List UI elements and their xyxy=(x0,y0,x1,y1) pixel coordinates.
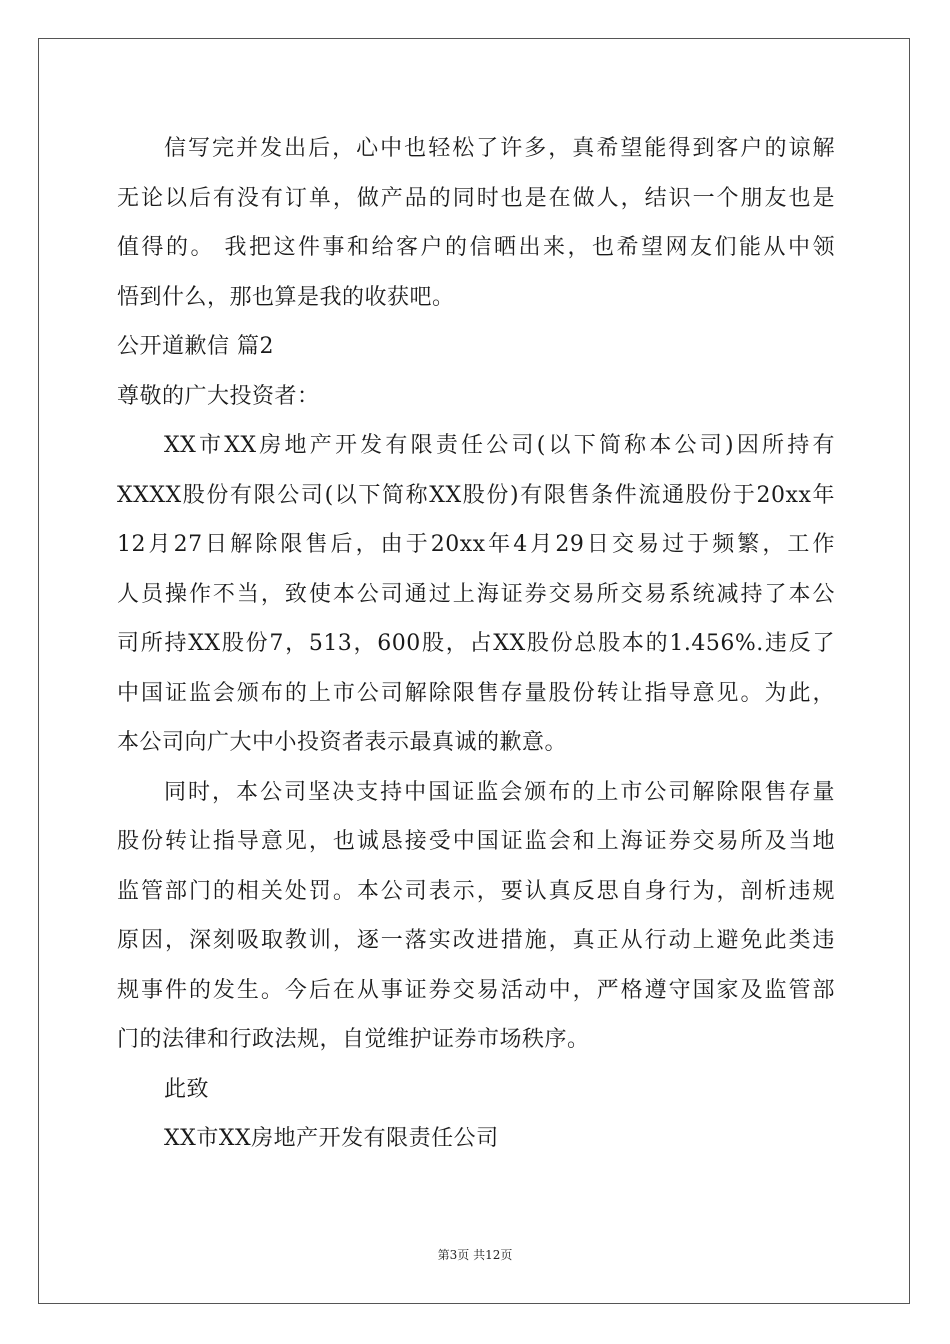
section-title: 公开道歉信 篇2 xyxy=(117,334,274,359)
text-line: 股份转让指导意见，也诚恳接受中国证监会和上海证券交易所及当地 xyxy=(117,829,835,854)
text-line: 门的法律和行政法规，自觉维护证券市场秩序。 xyxy=(117,1027,590,1052)
text-line: 监管部门的相关处罚。本公司表示，要认真反思自身行为，剖析违规 xyxy=(117,878,835,904)
text-line: 信写完并发出后，心中也轻松了许多，真希望能得到客户的谅解 xyxy=(164,136,835,161)
signature-text: XX市XX房地产开发有限责任公司 xyxy=(164,1126,499,1151)
salutation: 尊敬的广大投资者： xyxy=(117,383,320,409)
text-line: 中国证监会颁布的上市公司解除限售存量股份转让指导意见。为此， xyxy=(117,680,835,706)
text-line: 原因，深刻吸取教训，逐一落实改进措施，真正从行动上避免此类违 xyxy=(117,928,835,953)
text-line: 悟到什么，那也算是我的收获吧。 xyxy=(117,284,455,310)
closing-text: 此致 xyxy=(164,1076,210,1102)
text-line: 同时，本公司坚决支持中国证监会颁布的上市公司解除限售存量 xyxy=(164,779,835,805)
text-line: 无论以后有没有订单，做产品的同时也是在做人，结识一个朋友也是 xyxy=(117,185,835,211)
text-line: XX市XX房地产开发有限责任公司(以下简称本公司)因所持有 xyxy=(164,433,835,458)
document-body xyxy=(117,124,835,1164)
text-line: 司所持XX股份7，513，600股，占XX股份总股本的1.456%.违反了 xyxy=(117,631,835,656)
text-line: 12月27日解除限售后，由于20xx年4月29日交易过于频繁，工作 xyxy=(117,532,835,557)
text-line: 规事件的发生。今后在从事证券交易活动中，严格遵守国家及监管部 xyxy=(117,977,835,1003)
page-number: 第3页 共12页 xyxy=(437,1248,513,1262)
text-line: 人员操作不当，致使本公司通过上海证券交易所交易系统减持了本公 xyxy=(117,581,835,607)
text-line: 本公司向广大中小投资者表示最真诚的歉意。 xyxy=(117,730,568,755)
text-line: XXXX股份有限公司(以下简称XX股份)有限售条件流通股份于20xx年 xyxy=(117,482,835,508)
text-line: 值得的。 我把这件事和给客户的信晒出来，也希望网友们能从中领 xyxy=(117,235,835,260)
